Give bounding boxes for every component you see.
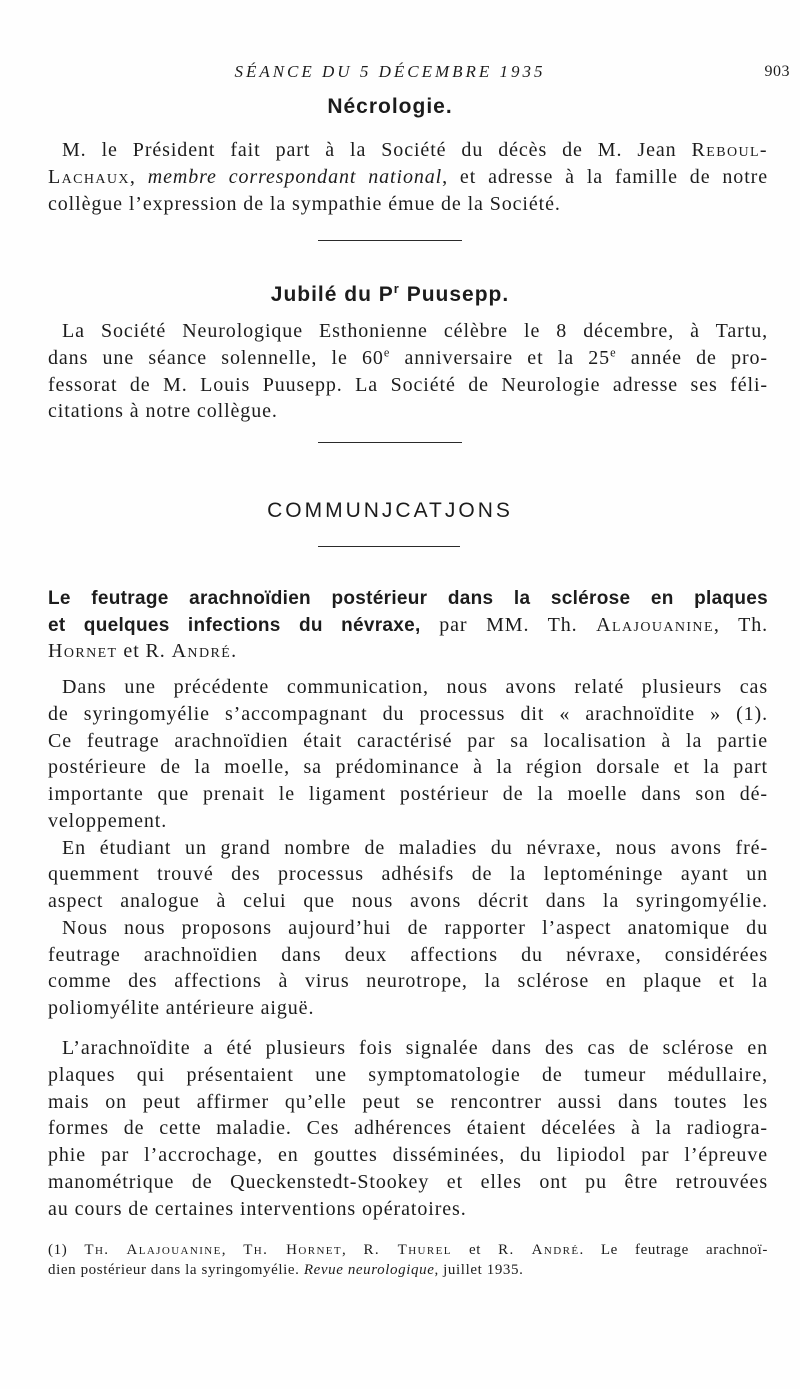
text-line: formes de cette maladie. Ces adhérences étaient décelées à la radiogra- [48, 1117, 768, 1140]
italic-text: membre correspondant national [147, 165, 443, 188]
text-run: par MM. Th. [420, 613, 597, 636]
article-body-continued [48, 1035, 768, 1222]
communications-heading: COMMUNJCATJONS [267, 499, 513, 522]
text-line: En étudiant un grand nombre de maladies du névraxe, nous avons fré- [62, 836, 768, 859]
bold-title-text: et quelques infections du névraxe, [48, 614, 421, 636]
paragraph [48, 674, 768, 835]
small-caps-name: Reboul- [691, 139, 768, 161]
text-line: phie par l’accrochage, en gouttes disséminées, du lipiodol par l’épreuve [48, 1144, 768, 1166]
text-run: , [221, 1242, 244, 1258]
page-number: 903 [764, 63, 790, 80]
text-line [48, 137, 768, 164]
text-line [48, 1240, 768, 1260]
necrologie-paragraph [48, 137, 768, 217]
small-caps-name: Th. Alajouanine [84, 1242, 222, 1258]
small-caps-name: Th. Hornet [243, 1242, 343, 1258]
text-run: , juillet 1935. [434, 1262, 524, 1278]
text-line: importante que prenait le ligament postérieur de la moelle dans son dé- [48, 783, 768, 805]
text-run: M. le Président fait part à la Société du décès de M. Jean [62, 139, 692, 161]
text-line [48, 638, 768, 665]
paragraph [48, 835, 768, 915]
text-run: année de pro- [616, 346, 768, 369]
text-line: Dans une précédente communication, nous avons relaté plusieurs cas [62, 676, 768, 698]
text-line: veloppement. [48, 809, 168, 832]
separator-rule [318, 546, 460, 547]
footnote [48, 1240, 768, 1280]
text-line: La Société Neurologique Esthonienne célèbre le 8 décembre, à Tartu, [62, 320, 768, 342]
text-run: . Le feutrage arachnoï- [579, 1242, 769, 1258]
small-caps-name: Alajouanine [596, 613, 714, 636]
small-caps-name: André [171, 640, 232, 662]
text-line: L’arachnoïdite a été plusieurs fois signalée dans des cas de sclérose en [62, 1037, 768, 1059]
jubile-paragraph [48, 318, 768, 425]
article-body [48, 674, 768, 1022]
text-run: anniversaire et la 25 [390, 346, 611, 369]
text-run: et R. [117, 640, 172, 662]
paragraph [48, 915, 768, 1022]
jubile-heading [190, 282, 590, 308]
text-line: plaques qui présentaient une symptomatologie de tumeur médullaire, [48, 1063, 768, 1086]
text-line: comme des affections à virus neurotrope, la sclérose en plaque et la [48, 970, 768, 993]
bold-title-text: Le feutrage arachnoïdien postérieur dans la sclérose en plaques [48, 588, 768, 609]
text-run: , Th. [713, 613, 768, 636]
text-line: quemment trouvé des processus adhésifs de la leptoméninge ayant un [48, 863, 768, 886]
superscript: e [610, 345, 617, 360]
text-line: feutrage arachnoïdien dans deux affections du névraxe, considérées [48, 943, 768, 966]
text-line: mais on peut affirmer qu’elle peut se rencontrer aussi dans toutes les [48, 1090, 768, 1113]
text-run: Puusepp. [399, 283, 510, 306]
text-line: citations à notre collègue. [48, 400, 278, 423]
text-line: manométrique de Queckenstedt-Stookey et elles ont pu être retrouvées [48, 1170, 768, 1193]
text-run: , et adresse à la famille de notre [442, 165, 768, 188]
italic-text: Revue neurologique [303, 1262, 435, 1278]
small-caps-name: R. Thurel [363, 1242, 452, 1258]
text-run: , [129, 165, 148, 188]
text-run: dien postérieur dans la syringomyélie. [48, 1262, 304, 1278]
small-caps-name: R. André [498, 1242, 580, 1258]
text-line: Ce feutrage arachnoïdien était caractérisé par sa localisation à la partie [48, 729, 768, 752]
text-run: , [342, 1242, 364, 1258]
text-line [48, 1260, 768, 1280]
text-line: Nous nous proposons aujourd’hui de rapporter l’aspect anatomique du [62, 916, 768, 939]
separator-rule [318, 240, 462, 241]
small-caps-name: Lachaux [48, 165, 130, 188]
necrologie-heading: Nécrologie. [327, 95, 453, 118]
text-line: poliomyélite antérieure aiguë. [48, 997, 315, 1019]
text-line: aspect analogue à celui que nous avons décrit dans la syringomyélie. [48, 890, 768, 912]
text-line: postérieure de la moelle, sa prédominance à la région dorsale et la part [48, 756, 768, 779]
superscript: r [393, 281, 400, 296]
text-line [48, 612, 768, 639]
text-run: Jubilé du P [270, 283, 394, 306]
paragraph [48, 1035, 768, 1222]
separator-rule [318, 442, 462, 443]
text-line [48, 345, 768, 372]
small-caps-name: Hornet [48, 640, 118, 662]
text-run: . [231, 640, 238, 662]
text-run: (1) [48, 1242, 85, 1258]
text-line: fessorat de M. Louis Puusepp. La Société de Neurologie adresse ses féli- [48, 373, 768, 396]
text-line: au cours de certaines interventions opératoires. [48, 1197, 467, 1220]
text-line [48, 164, 768, 191]
text-run: et [451, 1242, 499, 1258]
text-line [48, 585, 768, 612]
text-line: de syringomyélie s’accompagnant du processus dit « arachnoïdite » (1). [48, 702, 768, 725]
text-line: collègue l’expression de la sympathie émue de la Société. [48, 192, 561, 215]
superscript: e [383, 345, 391, 360]
article-title [48, 585, 768, 665]
text-run: dans une séance solennelle, le 60 [48, 346, 384, 369]
running-title: SÉANCE DU 5 DÉCEMBRE 1935 [234, 62, 546, 81]
